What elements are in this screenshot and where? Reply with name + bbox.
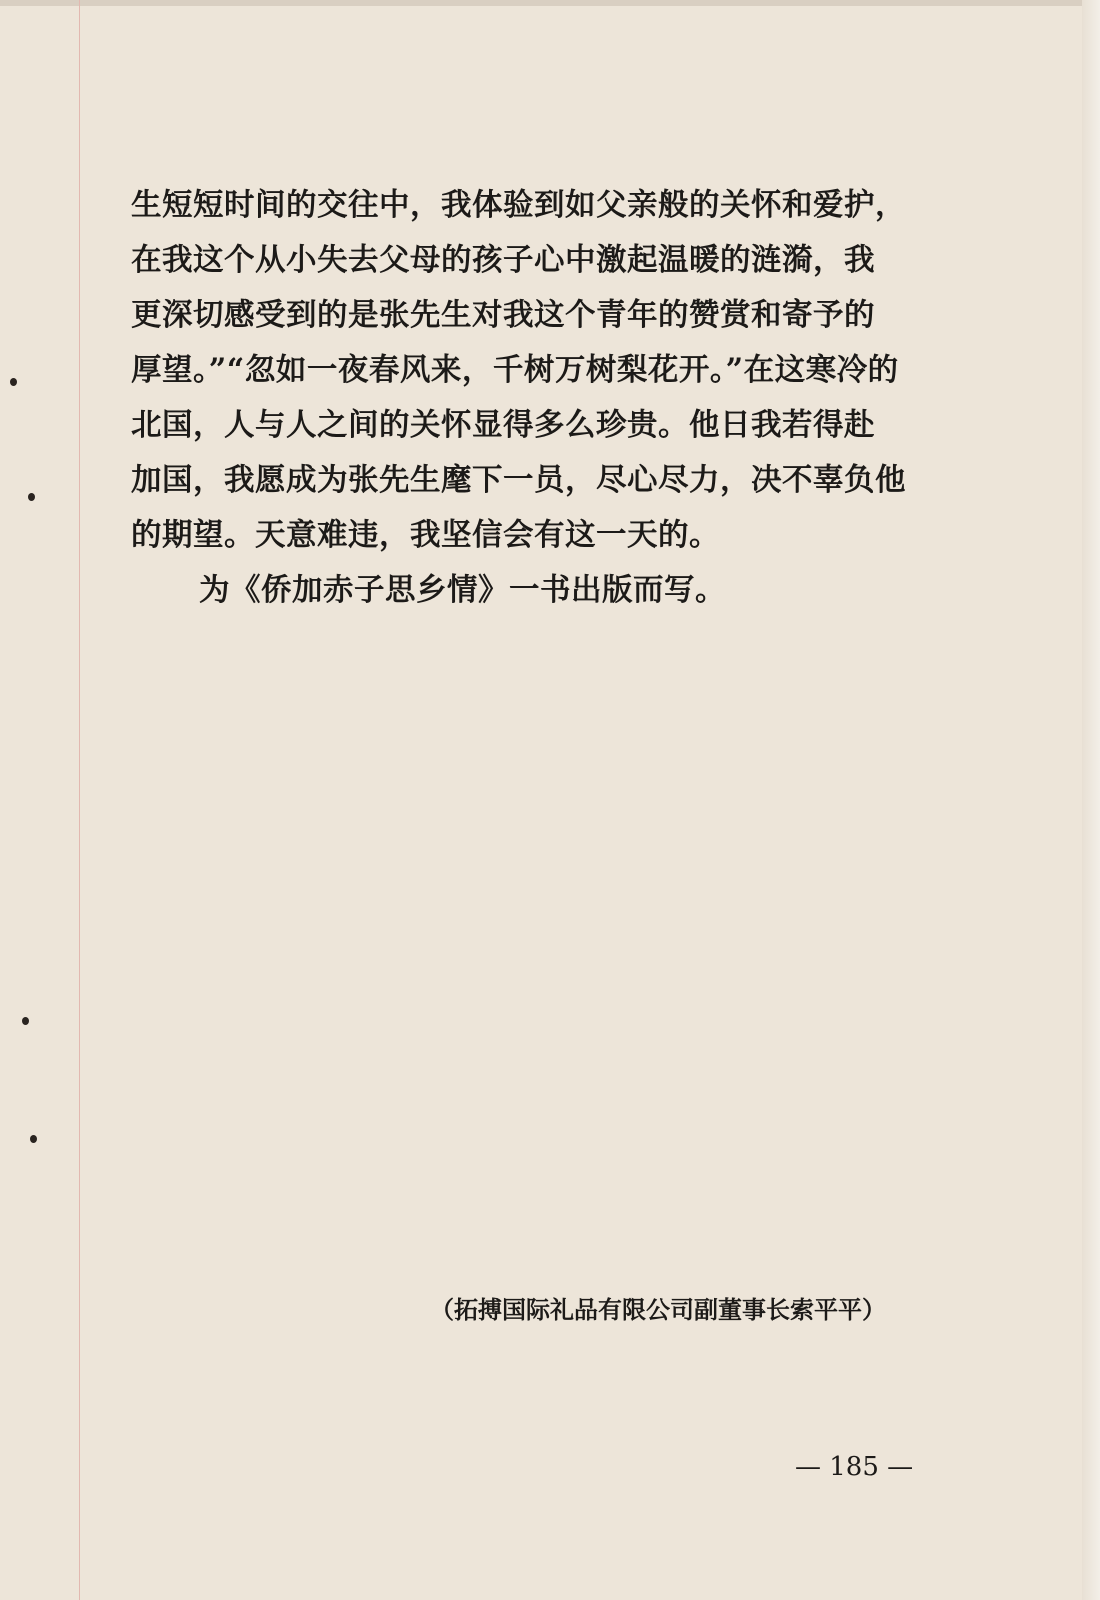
body-line: 北国，人与人之间的关怀显得多么珍贵。他日我若得赴 bbox=[131, 407, 875, 443]
body-line: 更深切感受到的是张先生对我这个青年的赞赏和寄予的 bbox=[131, 297, 875, 333]
page-number: — 185 — bbox=[795, 1452, 914, 1482]
binding-hole bbox=[22, 1017, 29, 1025]
body-line: 生短短时间的交往中，我体验到如父亲般的关怀和爱护， bbox=[131, 187, 906, 223]
body-line: 厚望。”“忽如一夜春风来，千树万树梨花开。”在这寒冷的 bbox=[131, 352, 899, 388]
binding-hole bbox=[30, 1135, 37, 1143]
body-line: 的期望。天意难违，我坚信会有这一天的。 bbox=[131, 517, 720, 553]
page-right-edge bbox=[1082, 0, 1100, 1600]
body-line: 加国，我愿成为张先生麾下一员，尽心尽力，决不辜负他 bbox=[131, 462, 906, 498]
body-text bbox=[131, 178, 971, 618]
author-signature: （拓搏国际礼品有限公司副董事长索平平） bbox=[430, 1296, 886, 1324]
binding-hole bbox=[10, 378, 17, 386]
binding-hole bbox=[28, 493, 35, 501]
page-top-edge bbox=[0, 0, 1100, 6]
margin-rule bbox=[79, 0, 80, 1600]
body-line: 在我这个从小失去父母的孩子心中激起温暖的涟漪，我 bbox=[131, 242, 875, 278]
closing-line: 为《侨加赤子思乡情》一书出版而写。 bbox=[199, 572, 726, 608]
